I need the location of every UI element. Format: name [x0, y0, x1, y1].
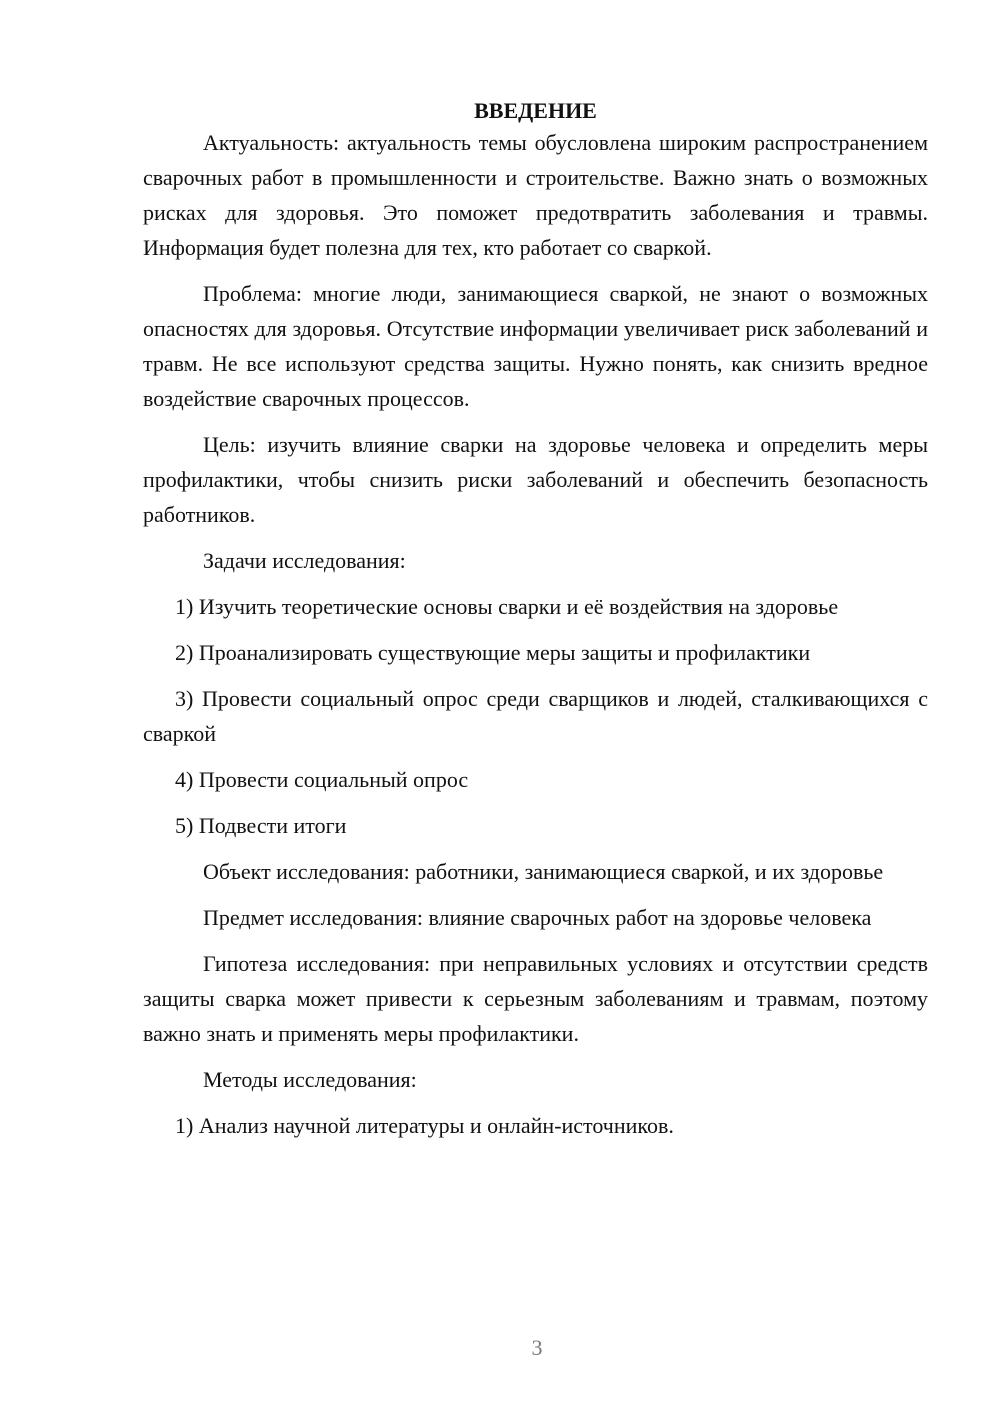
- page-body: [143, 93, 928, 1154]
- task-item-4: 4) Провести социальный опрос: [175, 767, 469, 792]
- task-item-1: 1) Изучить теоретические основы сварки и её воздействия на здоровье: [175, 594, 839, 619]
- hypothesis-paragraph: Гипотеза исследования: при неправильных условиях и отсутствии средств защиты сварка может привести к серьезным заболеваниям и травмам, поэтому важно знать и применять меры профилактики.: [143, 951, 928, 1046]
- page-title: ВВЕДЕНИЕ: [474, 98, 597, 123]
- subject-paragraph: Предмет исследования: влияние сварочных работ на здоровье человека: [203, 905, 872, 930]
- object-paragraph: Объект исследования: работники, занимающиеся сваркой, и их здоровье: [203, 859, 884, 884]
- relevance-paragraph: Актуальность: актуальность темы обусловлена широким распространением сварочных работ в промышленности и строительстве. Важно знать о возможных рисках для здоровья. Это поможет предотвратить заболевания и травмы. Информация будет полезна для тех, кто работает со сваркой.: [143, 130, 928, 260]
- problem-paragraph: Проблема: многие люди, занимающиеся сваркой, не знают о возможных опасностях для здоровья. Отсутствие информации увеличивает риск заболеваний и травм. Не все используют средства защиты. Нужно понять, как снизить вредное воздействие сварочных процессов.: [143, 281, 928, 411]
- tasks-heading: Задачи исследования:: [203, 548, 406, 573]
- task-item-2: 2) Проанализировать существующие меры защиты и профилактики: [175, 640, 811, 665]
- methods-heading: Методы исследования:: [203, 1067, 417, 1092]
- task-item-3: 3) Провести социальный опрос среди сварщиков и людей, сталкивающихся с сваркой: [143, 686, 928, 746]
- page-number: 3: [531, 1335, 543, 1360]
- task-item-5: 5) Подвести итоги: [175, 813, 347, 838]
- method-item-1: 1) Анализ научной литературы и онлайн-источников.: [175, 1113, 674, 1138]
- goal-paragraph: Цель: изучить влияние сварки на здоровье человека и определить меры профилактики, чтобы снизить риски заболеваний и обеспечить безопасность работников.: [143, 432, 928, 527]
